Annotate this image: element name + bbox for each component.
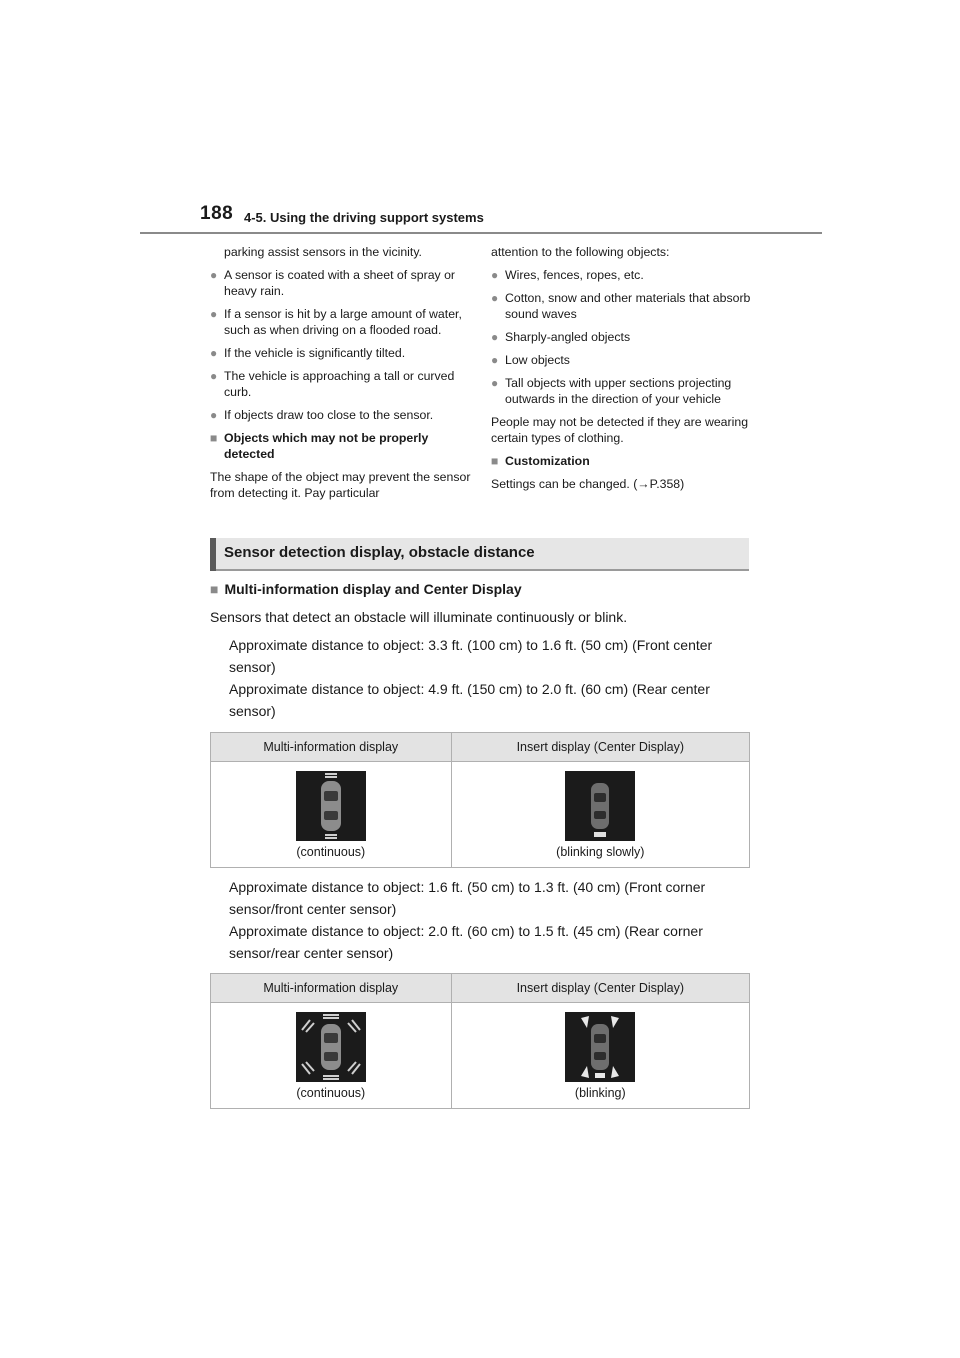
continued-text: parking assist sensors in the vicinity.	[224, 245, 422, 259]
paragraph: The shape of the object may prevent the sensor from detecting it. Pay particular	[210, 470, 471, 500]
list-item: ● Low objects	[491, 353, 570, 367]
paragraph: People may not be detected if they are wearing certain types of clothing.	[491, 415, 749, 445]
center-display-image	[565, 771, 635, 841]
left-column	[210, 244, 472, 508]
list-item: ● If a sensor is hit by a large amount of water, such as when driving on a flooded road.	[210, 307, 462, 337]
list-item: ● Cotton, snow and other materials that absorb sound waves	[491, 291, 751, 321]
bullet-icon: ●	[210, 369, 218, 383]
list-item: ● The vehicle is approaching a tall or curved curb.	[210, 369, 455, 399]
list-item: ● Sharply-angled objects	[491, 330, 631, 344]
section-title: 4-5. Using the driving support systems	[244, 210, 484, 225]
square-icon: ■	[210, 581, 219, 597]
display-table	[210, 973, 750, 1109]
bullet-icon: ●	[210, 346, 218, 360]
table-header: Multi-information display	[211, 974, 452, 1003]
arrow-icon: →	[637, 477, 650, 491]
table-header: Multi-information display	[211, 733, 452, 762]
square-icon: ■	[210, 431, 218, 445]
list-item: ● If the vehicle is significantly tilted.	[210, 346, 406, 360]
subheading: ■ Multi-information display and Center Display	[210, 581, 522, 597]
subheading: ■ Customization	[491, 454, 590, 468]
bullet-icon: ●	[491, 330, 499, 344]
heading-accent	[210, 538, 216, 571]
image-caption: (blinking)	[574, 1086, 626, 1100]
page-reference: P.358)	[649, 477, 685, 491]
list-item: Approximate distance to object: 4.9 ft. (150 cm) to 2.0 ft. (60 cm) (Rear center sensor)	[229, 681, 710, 719]
bullet-icon: ●	[210, 268, 218, 282]
bullet-icon: ●	[491, 268, 499, 282]
image-caption: (blinking slowly)	[556, 845, 645, 859]
image-caption: (continuous)	[296, 1086, 366, 1100]
list-item: ● A sensor is coated with a sheet of spray or heavy rain.	[210, 268, 456, 298]
bullet-icon: ●	[210, 408, 218, 422]
list-item: Approximate distance to object: 3.3 ft. (100 cm) to 1.6 ft. (50 cm) (Front center sensor)	[229, 637, 713, 675]
bullet-icon: ●	[491, 291, 499, 305]
list-item: Approximate distance to object: 2.0 ft. (60 cm) to 1.5 ft. (45 cm) (Rear corner sensor/rear center sensor)	[229, 923, 703, 961]
list-item: ● Tall objects with upper sections projecting outwards in the direction of your vehicle	[491, 376, 732, 406]
page-number: 188	[200, 203, 234, 224]
right-column	[491, 244, 753, 499]
display-table	[210, 732, 750, 868]
bullet-icon: ●	[210, 307, 218, 321]
subheading: ■ Objects which may not be properly detected	[210, 431, 429, 461]
page-header	[200, 203, 822, 233]
section-heading-bar	[210, 538, 749, 571]
table-cell	[451, 1003, 749, 1109]
table-header: Insert display (Center Display)	[451, 974, 749, 1003]
list-item: Approximate distance to object: 1.6 ft. (50 cm) to 1.3 ft. (40 cm) (Front corner sensor/front center sensor)	[229, 879, 706, 917]
settings-text: Settings can be changed. (→P.358)	[491, 477, 685, 491]
square-icon: ■	[491, 454, 499, 468]
table-header: Insert display (Center Display)	[451, 733, 749, 762]
multi-info-display-image	[296, 771, 366, 841]
section-heading: Sensor detection display, obstacle distance	[224, 544, 535, 561]
center-display-image	[565, 1012, 635, 1082]
image-caption: (continuous)	[296, 845, 366, 859]
continued-text: attention to the following objects:	[491, 245, 670, 259]
list-item: ● Wires, fences, ropes, etc.	[491, 268, 644, 282]
list-item: ● If objects draw too close to the sensor.	[210, 408, 434, 422]
multi-info-display-image	[296, 1012, 366, 1082]
table-cell	[211, 762, 452, 868]
bullet-icon: ●	[491, 353, 499, 367]
table-cell	[211, 1003, 452, 1109]
intro-text: Sensors that detect an obstacle will illuminate continuously or blink.	[210, 609, 628, 625]
header-rule	[140, 232, 822, 234]
bullet-icon: ●	[491, 376, 499, 390]
table-cell	[451, 762, 749, 868]
